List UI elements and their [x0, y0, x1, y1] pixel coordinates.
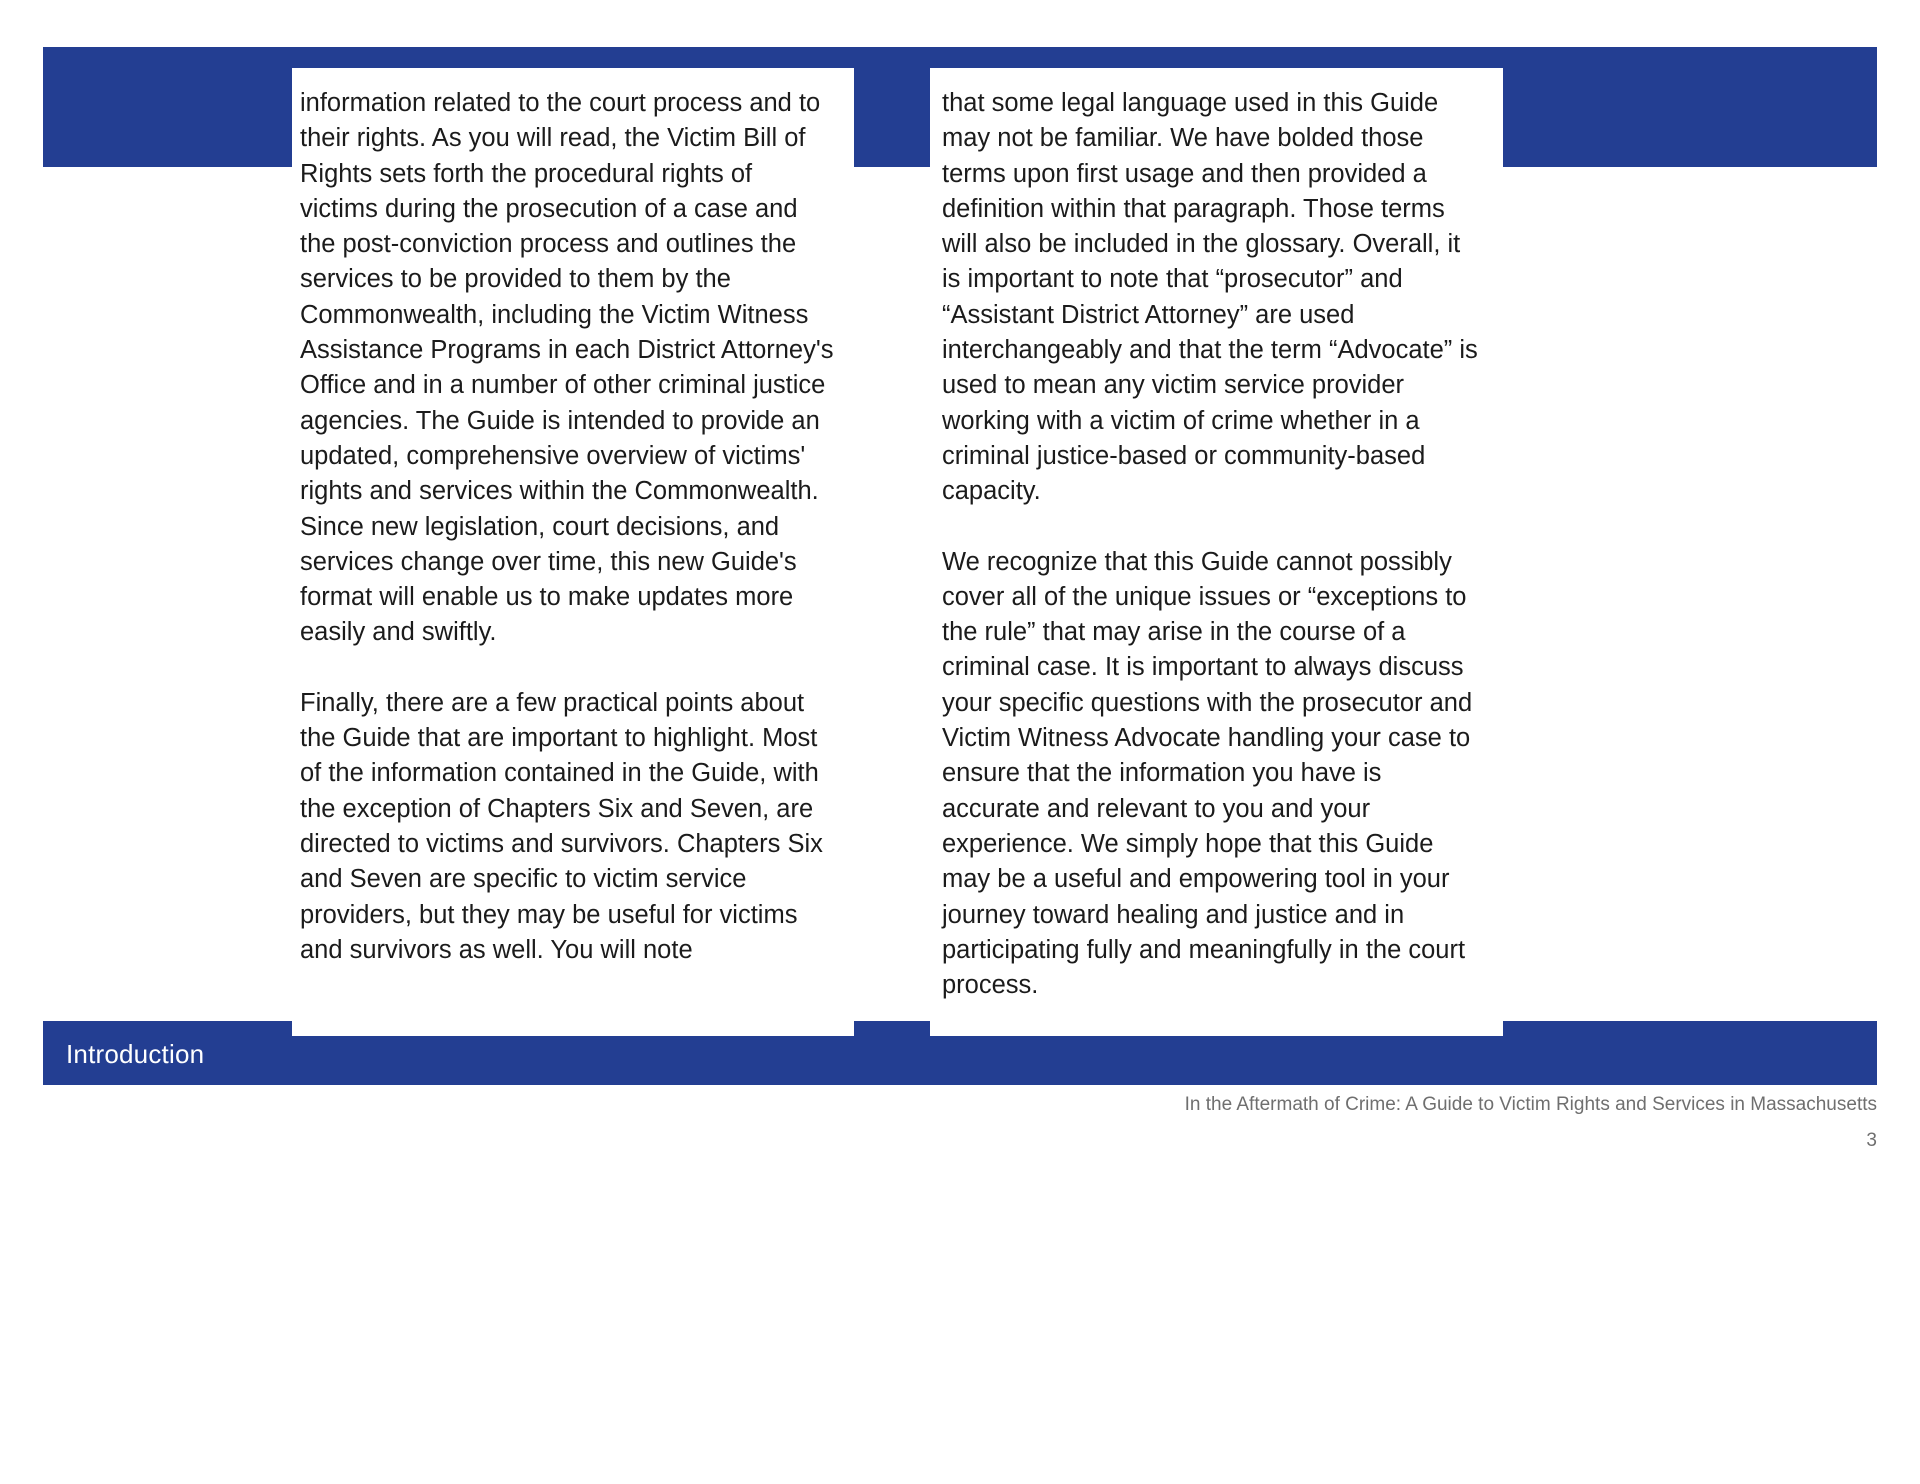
paragraph: that some legal language used in this Guide may not be familiar. We have bolded those terms upon first usage and then provided a definition within that paragraph. Those terms will also be included in the glossary. Overall, it is important to note that “prosecutor” and “Assistant District Attorney” are used interchangeably and that the term “Advocate” is used to mean any victim service provider working with a victim of crime whether in a criminal justice-based or community-based capacity. [942, 89, 1478, 506]
paragraph: We recognize that this Guide cannot possibly cover all of the unique issues or “exceptions to the rule” that may arise in the course of a criminal case. It is important to always discuss your specific questions with the prosecutor and Victim Witness Advocate handling your case to ensure that the information you have is accurate and relevant to you and your experience. We simply hope that this Guide may be a useful and empowering tool in your journey toward healing and justice and in participating fully and meaningfully in the court process. [942, 547, 1473, 1000]
footer-document-title: In the Aftermath of Crime: A Guide to Victim Rights and Services in Massachusetts [1184, 1094, 1877, 1115]
text-column-left [292, 68, 854, 1036]
page-number: 3 [1866, 1130, 1877, 1151]
section-label: Introduction [66, 1039, 205, 1069]
paragraph: Finally, there are a few practical points about the Guide that are important to highlight. Most of the information contained in the Guide, with the exception of Chapters Six and Seven, are directed to victims and survivors. Chapters Six and Seven are specific to victim service providers, but they may be useful for victims and survivors as well. You will note [300, 688, 823, 964]
text-column-right [930, 68, 1503, 1036]
paragraph: information related to the court process and to their rights. As you will read, the Victim Bill of Rights sets forth the procedural rights of victims during the prosecution of a case and the post-conviction process and outlines the services to be provided to them by the Commonwealth, including the Victim Witness Assistance Programs in each District Attorney's Office and in a number of other criminal justice agencies. The Guide is intended to provide an updated, comprehensive overview of victims' rights and services within the Commonwealth. Since new legislation, court decisions, and services change over time, this new Guide's format will enable us to make updates more easily and swiftly. [300, 89, 834, 647]
